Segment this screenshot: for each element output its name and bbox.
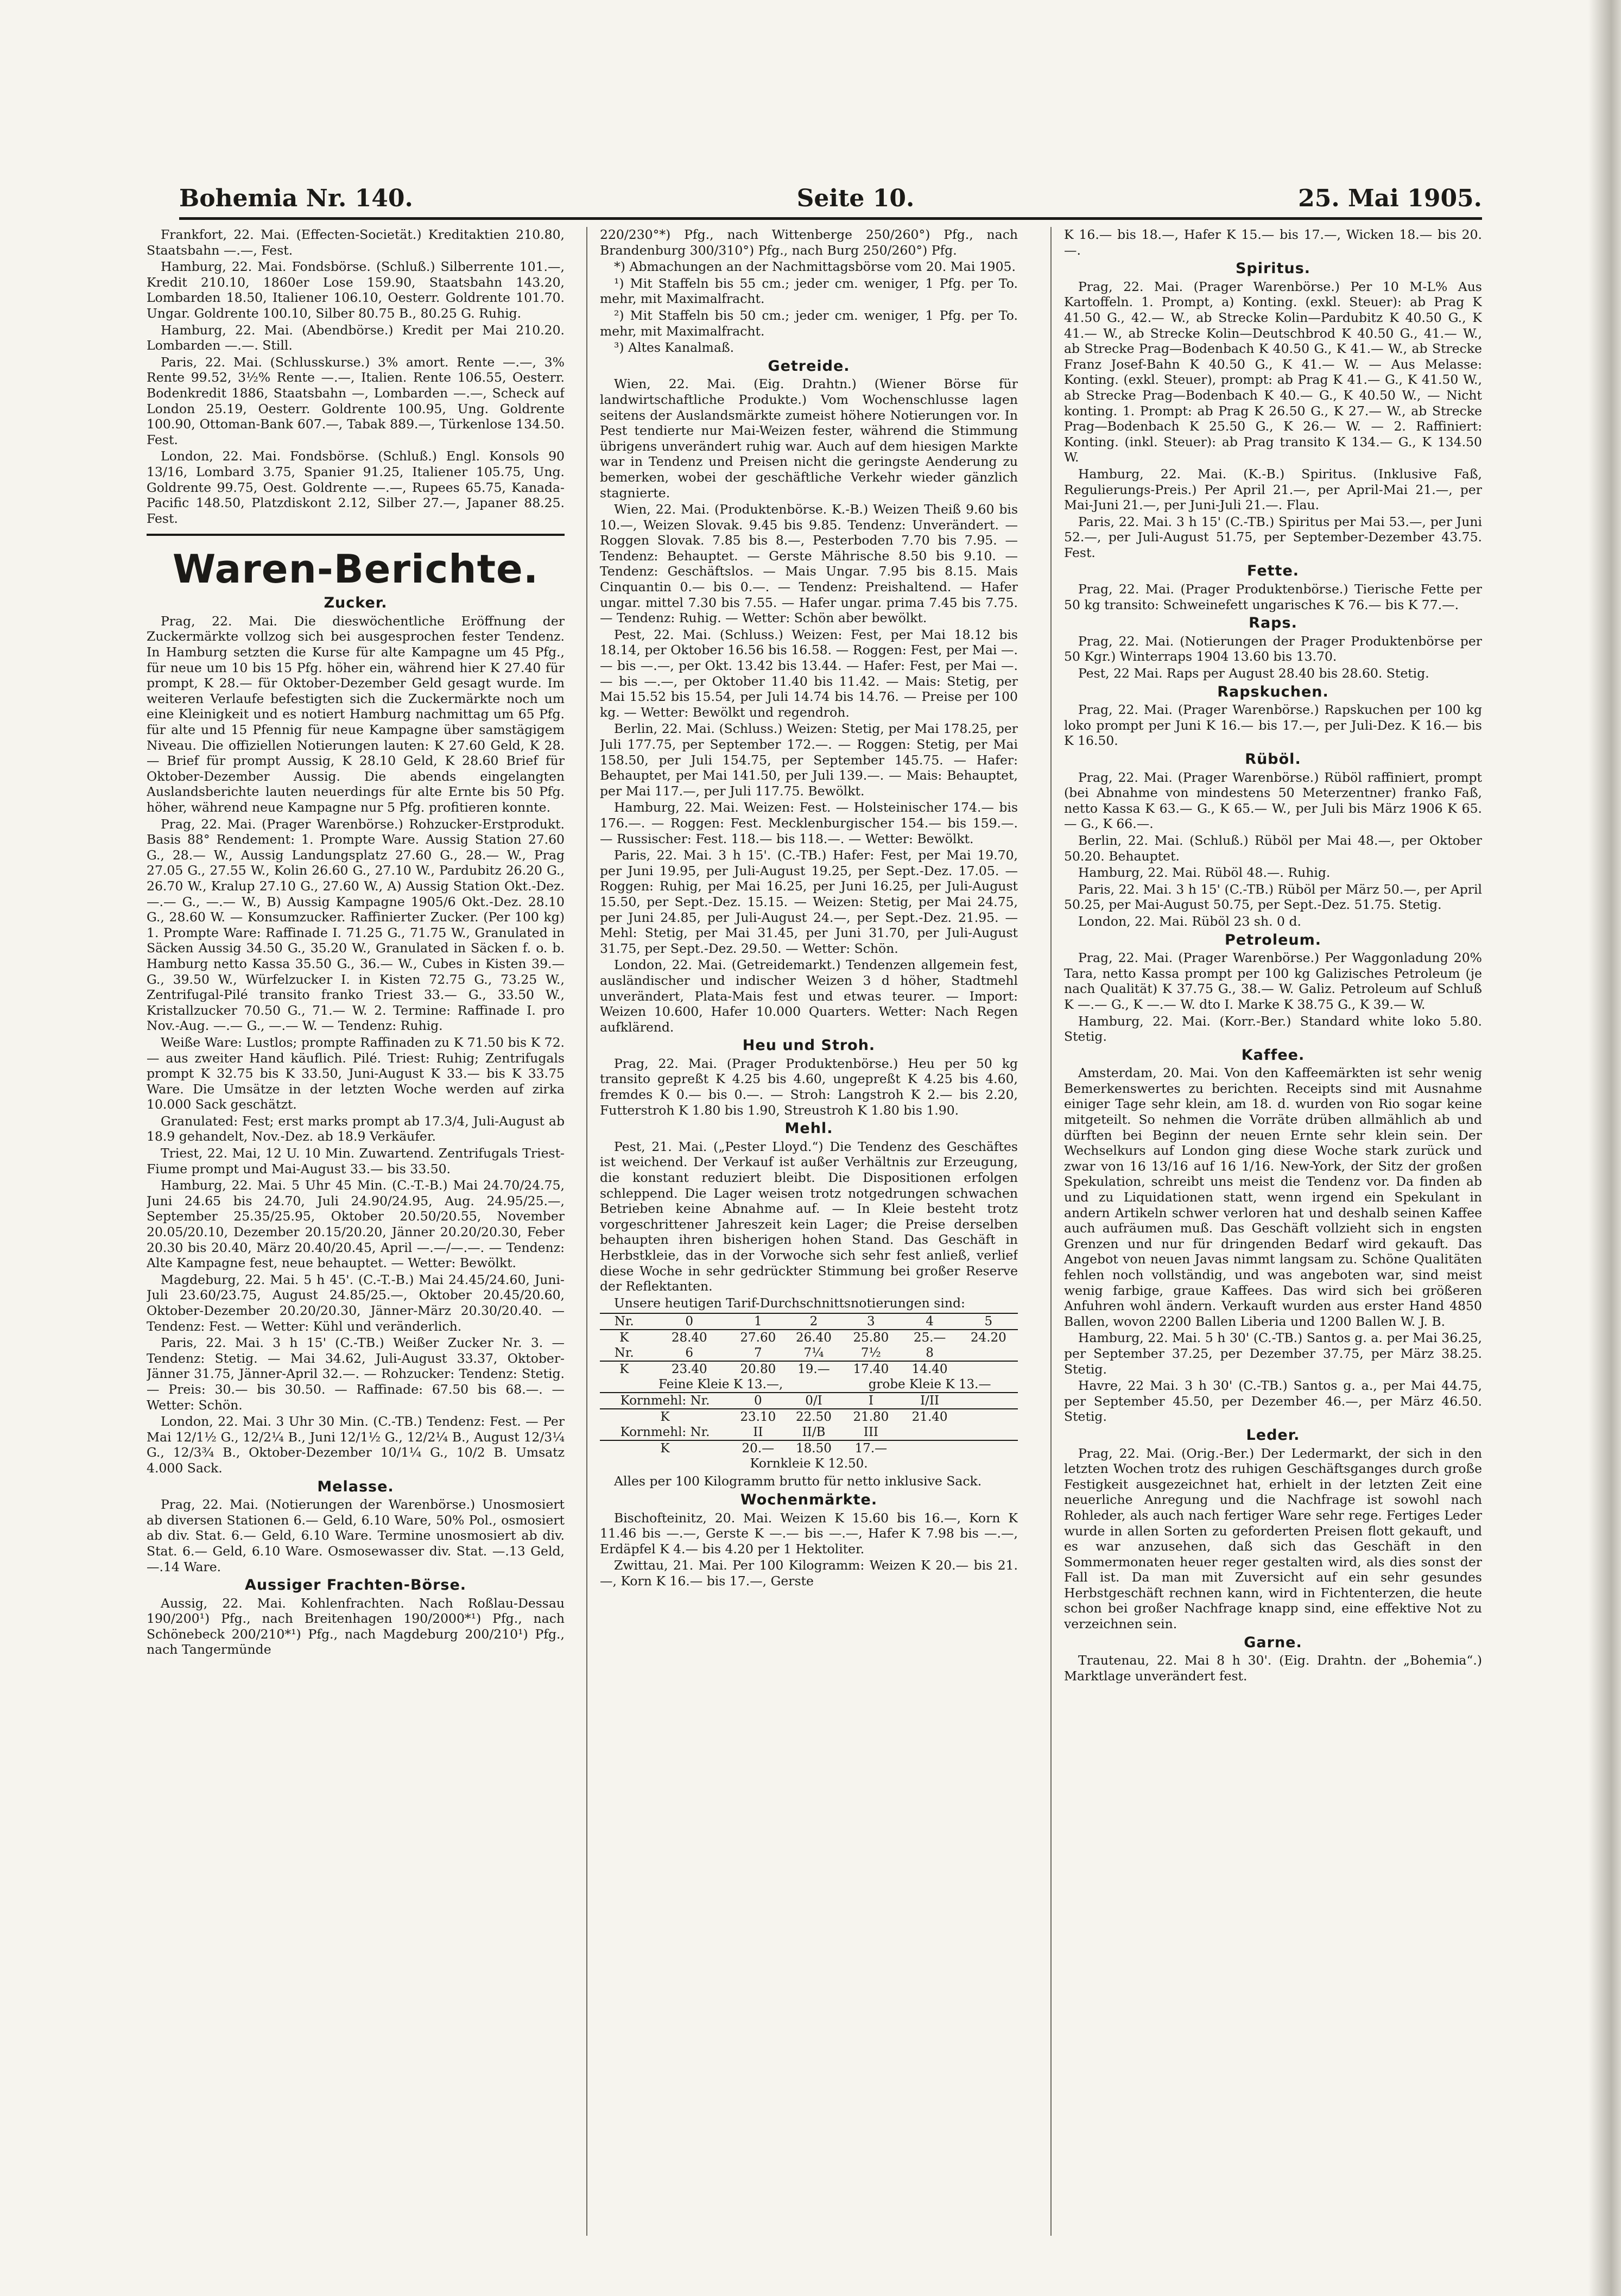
section-heading-garne: Garne. — [1244, 1634, 1302, 1651]
market-report: Paris, 22. Mai. 3 h 15' (C.-TB.) Spiritus per Mai 53.—, per Juni 52.—, per Juli-August 51.75, per September-Dezember 43.75. Fest. — [1064, 514, 1482, 560]
section-heading-kaffee: Kaffee. — [1241, 1046, 1305, 1064]
table-cell — [959, 1393, 1018, 1409]
market-report: Pest, 21. Mai. („Pester Lloyd.“) Die Tendenz des Geschäftes ist weichend. Der Verkauf ist außer Verhältnis zur Erzeugung, die konstant reduziert bleibt. Die Dispositionen erfolgen schleppend. Die Lager weisen trotz notgedrungen schwachen Betrieben keine Abnahme auf. — In Kleie besteht trotz vorgeschrittener Jahreszeit kein Lager; die Preise derselben behaupten ihren bisherigen hohen Stand. Das Geschäft in Herbstkleie, das in der Vorwoche sich sehr fest anließ, verlief diese Woche in sehr gedrückter Stimmung bei großer Reserve der Reflektanten. — [600, 1138, 1018, 1294]
market-report: Triest, 22. Mai, 12 U. 10 Min. Zuwartend. Zentrifugals Triest-Fiume prompt und Mai-August 33.— bis 33.50. — [147, 1146, 565, 1177]
market-report: Prag, 22. Mai. (Notierungen der Prager Produktenbörse per 50 Kgr.) Winterraps 1904 13.60 bis 13.70. — [1064, 633, 1482, 665]
market-report: Hamburg, 22. Mai. Fondsbörse. (Schluß.) Silberrente 101.—, Kredit 210.10, 1860er Lose 159.90, Staatsbahn 143.20, Lombarden 18.50, Italiener 106.10, Oesterr. Goldrente 101.70. Ungar. Goldrente 100.10, Silber 80.75 B., 80.25 G. Ruhig. — [147, 259, 565, 321]
section-heading-fette: Fette. — [1246, 562, 1300, 580]
market-report: Unsere heutigen Tarif-Durchschnittsnotierungen sind: — [614, 1295, 965, 1311]
market-report: Berlin, 22. Mai. (Schluss.) Weizen: Stetig, per Mai 178.25, per Juli 177.75, per September 172.—. — Roggen: Stetig, per Mai 158.50, per Juli 154.75, per September 145.75. — Hafer: Behauptet, per Mai 141.50, per Juli 139.—. — Mais: Behauptet, per Mai 117.—, per Juli 117.75. Bewölkt. — [600, 721, 1018, 799]
table-row — [600, 1456, 1018, 1471]
market-report: Hamburg, 22. Mai. (Korr.-Ber.) Standard white loko 5.80. Stetig. — [1064, 1013, 1482, 1045]
table-cell: 19.— — [786, 1361, 842, 1377]
table-cell: K — [600, 1330, 648, 1345]
market-report: K 16.— bis 18.—, Hafer K 15.— bis 17.—, Wicken 18.— bis 20.—. — [1064, 227, 1482, 258]
market-report: London, 22. Mai. Fondsbörse. (Schluß.) Engl. Konsols 90 13/16, Lombard 3.75, Spanier 91.25, Italiener 105.75, Ung. Goldrente 99.75, Oest. Goldrente —.—, Rupees 65.75, Kanada-Pacific 148.50, Platzdiskont 2.12, Silber 27.—, Japaner 88.25. Fest. — [147, 448, 565, 526]
table-cell — [959, 1361, 1018, 1377]
table-cell: Kornmehl: Nr. — [600, 1393, 730, 1409]
market-report: Paris, 22. Mai. (Schlusskurse.) 3% amort. Rente —.—, 3% Rente 99.52, 3½% Rente —.—, Italien. Rente 106.55, Oesterr. Bodenkredit 1886, Staatsbahn —, Lombarden —.—, Scheck auf London 25.19, Oesterr. Goldrente 100.95, Ung. Goldrente 100.90, Ottoman-Bank 607.—, Tabak 889.—, Türkenlose 134.50. Fest. — [147, 354, 565, 447]
market-report: 220/230°*) Pfg., nach Wittenberge 250/260°) Pfg., nach Brandenburg 300/310°) Pfg., nach Burg 250/260°) Pfg. — [600, 227, 1018, 258]
market-report: Bischofteinitz, 20. Mai. Weizen K 15.60 bis 16.—, Korn K 11.46 bis —.—, Gerste K —.— bis —.—, Hafer K 7.98 bis —.—, Erdäpfel K 4.— bis 4.20 per 1 Hektoliter. — [600, 1510, 1018, 1557]
market-report: Hamburg, 22. Mai. (K.-B.) Spiritus. (Inklusive Faß, Regulierungs-Preis.) Per April 21.—, per April-Mai 21.—, per Mai-Juni 21.—, per Juni-Juli 21.—. Flau. — [1064, 466, 1482, 513]
market-report: Frankfort, 22. Mai. (Effecten-Societät.) Kreditaktien 210.80, Staatsbahn —.—, Fest. — [147, 227, 565, 258]
table-cell: Kornkleie K 12.50. — [750, 1457, 868, 1471]
table-cell: 6 — [685, 1346, 694, 1361]
market-report: Wien, 22. Mai. (Eig. Drahtn.) (Wiener Börse für landwirtschaftliche Produkte.) Vom Wochenschlusse lagen seitens der Auslandsmärkte zumeist höhere Notierungen vor. In Pest tendierte nur Mai-Weizen fester, während die Stimmung übrigens unverändert ruhig war. Auch auf dem hiesigen Markte war in Tendenz und Preisen nicht die geringste Aenderung zu bemerken, wobei der geschäftliche Verkehr wieder gänzlich stagnierte. — [600, 376, 1018, 501]
market-report: Hamburg, 22. Mai. Weizen: Fest. — Holsteinischer 174.— bis 176.—. — Roggen: Fest. Mecklenburgischer 154.— bis 159.—. — Russischer: Fest. 118.— bis 118.—. — Wetter: Bewölkt. — [600, 800, 1018, 846]
market-report: Alles per 100 Kilogramm brutto für netto inklusive Sack. — [614, 1473, 982, 1489]
table-row — [600, 1313, 1018, 1330]
table-row — [600, 1361, 1018, 1377]
table-cell: 18.50 — [786, 1440, 842, 1456]
market-report: Granulated: Fest; erst marks prompt ab 17.3/4, Juli-August ab 18.9 gehandelt, Nov.-Dez. ab 18.9 Verkäufer. — [147, 1113, 565, 1144]
market-report: Aussig, 22. Mai. Kohlenfrachten. Nach Roßlau-Dessau 190/200¹) Pfg., nach Breitenhagen 190/2000*¹) Pfg., nach Schönebeck 200/210*¹) Pfg., nach Magdeburg 200/210¹) Pfg., nach Tangermünde — [147, 1595, 565, 1658]
page-header — [179, 179, 1482, 217]
table-cell: 25.80 — [841, 1330, 900, 1345]
section-heading-mehl: Mehl. — [784, 1120, 833, 1137]
market-report: Prag, 22. Mai. (Prager Warenbörse.) Per Waggonladung 20% Tara, netto Kassa prompt per 100 kg Galizisches Petroleum (je nach Qualität) K 37.75 G., 38.— W. Galiz. Petroleum auf Schluß K —.— G., K —.— W. dto I. Marke K 38.75 G., K 39.— W. — [1064, 950, 1482, 1012]
market-report: Weiße Ware: Lustlos; prompte Raffinaden zu K 71.50 bis K 72.— aus zweiter Hand käuflich. Pilé. Triest: Ruhig; Zentrifugals prompt K 32.75 bis K 33.50, Juni-August K 33.— bis K 33.75 Ware. Die Umsätze in der letzten Woche werden auf zirka 10.000 Sack geschätzt. — [147, 1034, 565, 1112]
market-report: Prag, 22. Mai. (Prager Warenbörse.) Per 10 M-L% Aus Kartoffeln. 1. Prompt, a) Konting. (exkl. Steuer): ab Prag K 41.50 G., 42.— W., ab Strecke Kolin—Pardubitz K 40.50 G., K 41.— W., ab Strecke Kolin—Deutschbrod K 40.50 G., 41.— W., ab Strecke Prag—Bodenbach K 40.50 G., K 41.— W., ab Strecke Franz Josef-Bahn K 40.50 G., K 41.— W. — Aus Melasse: Konting. (exkl. Steuer), prompt: ab Prag K 41.— G., K 41.50 W., ab Strecke Prag—Bodenbach K 40.— G., K 40.50 W., — Nicht konting. 1. Prompt: ab Prag K 26.50 G., K 27.— W., ab Strecke Prag—Bodenbach K 25.50 G., K 26.— W. — 2. Raffiniert: Konting. (inkl. Steuer): ab Prag transito K 134.— G., K 134.50 W. — [1064, 279, 1482, 465]
table-row — [600, 1393, 1018, 1409]
market-report: Pest, 22. Mai. (Schluss.) Weizen: Fest, per Mai 18.12 bis 18.14, per Oktober 16.56 bis 16.58. — Roggen: Fest, per Mai —.— bis —.—, per Okt. 13.42 bis 13.44. — Hafer: Fest, per Mai —.— bis —.—, per Oktober 11.40 bis 11.42. — Mais: Stetig, per Mai 15.52 bis 15.54, per Juli 14.74 bis 14.76. — Preise per 100 kg. — Wetter: Bewölkt und regendroh. — [600, 627, 1018, 720]
market-report: Amsterdam, 20. Mai. Von den Kaffeemärkten ist sehr wenig Bemerkenswertes zu berichten. Receipts sind mit Ausnahme einiger Tage sehr klein, am 18. d. wurden von Rio sogar keine mitgeteilt. So nehmen die Vorräte drüben allmählich ab und dürften bei Beginn der neuen Ernte sehr klein sein. Der Wechselkurs auf London ging diese Woche stark zurück und zwar von 16 13/16 auf 16 1/16. New-York, der Sitz der großen Spekulation, schreibt uns meist die Tendenz vor. Da finden ab und zu Liquidationen statt, wenn irgend ein Spekulant in andern Artikeln schwer verloren hat und deshalb seinen Kaffee auch aufräumen muß. Das Geschäft vollzieht sich in engsten Grenzen und nur für dringenden Bedarf wird gekauft. Das Angebot von neuen Javas nimmt langsam zu. Schöne Qualitäten fehlen noch vollständig, und was angeboten war, sind meist wenig farbige, graue Kaffees. Das wird sich bei größeren Anfuhren wohl ändern. Verkauft wurden aus erster Hand 4850 Ballen, wovon 2200 Ballen Liberia und 1200 Ballen W. J. B. — [1064, 1065, 1482, 1329]
table-cell: 4 — [900, 1313, 959, 1330]
header-date: 25. Mai 1905. — [1298, 184, 1482, 212]
section-heading-zucker: Zucker. — [324, 594, 388, 612]
market-report: London, 22. Mai. 3 Uhr 30 Min. (C.-TB.) Tendenz: Fest. — Per Mai 12/1½ G., 12/2¼ B., Juni 12/1½ G., 12/2¼ B., August 12/3¼ G., 12/3¾ B., Oktober-Dezember 10/1¼ G., 10/2 B. Umsatz 4.000 Sack. — [147, 1414, 565, 1476]
market-report: Paris, 22. Mai. 3 h 15'. (C.-TB.) Hafer: Fest, per Mai 19.70, per Juni 19.95, per Juli-August 19.25, per Sept.-Dez. 17.05. — Roggen: Ruhig, per Mai 16.25, per Juni 16.25, per Juli-August 15.50, per Sept.-Dez. 15.15. — Weizen: Stetig, per Mai 24.75, per Juni 24.85, per Juli-August 24.—, per Sept.-Dez. 21.95. — Mehl: Stetig, per Mai 31.45, per Juni 31.70, per Juli-August 31.75, per Sept.-Dez. 29.50. — Wetter: Schön. — [600, 847, 1018, 956]
column-2 — [600, 227, 1018, 2236]
section-heading-wochenmaerkte: Wochenmärkte. — [740, 1491, 878, 1508]
section-heading-getreide: Getreide. — [768, 357, 850, 375]
table-cell — [959, 1409, 1018, 1425]
section-heading-spiritus: Spiritus. — [1235, 260, 1311, 277]
table-cell — [900, 1425, 1018, 1440]
page-edge-shadow — [1588, 0, 1621, 2296]
market-report: London, 22. Mai. (Getreidemarkt.) Tendenzen allgemein fest, ausländischer und indischer Weizen 3 d höher, Stadtmehl unverändert, Plata-Mais fest und etwas teurer. — Import: Weizen 10.600, Hafer 10.000 Quarters. Wetter: Nach Regen aufklärend. — [600, 957, 1018, 1035]
market-report: Hamburg, 22. Mai. Rüböl 48.—. Ruhig. — [1078, 865, 1331, 881]
section-heading-petroleum: Petroleum. — [1224, 931, 1322, 948]
table-cell: I/II — [900, 1393, 959, 1409]
market-report: Prag, 22. Mai. (Orig.-Ber.) Der Ledermarkt, der sich in den letzten Wochen trotz des ruhigen Geschäftsganges durch große Festigkeit ausgezeichnet hat, erhielt in der letzten Zeit eine neuerliche Anregung und die Nachfrage ist sowohl nach Rohleder, als auch nach fertiger Ware sehr rege. Fertiges Leder wurde in allen Sorten zu geforderten Preisen flott gekauft, und es war anzusehen, daß sich das Geschäft in den Sommermonaten heuer reger gestalten wird, als dies sonst der Fall ist. Da man mit Zuversicht auf ein sehr gesundes Herbstgeschäft rechnen kann, wird in Fichtenterzen, die heute schon bei großer Nachfrage knapp sind, eine effektive Not zu verzeichnen sein. — [1064, 1445, 1482, 1632]
table-row — [600, 1330, 1018, 1345]
table-cell — [959, 1345, 1018, 1361]
section-title-waren-berichte: Waren-Berichte. — [147, 534, 565, 592]
market-report: Hamburg, 22. Mai. 5 Uhr 45 Min. (C.-T.-B.) Mai 24.70/24.75, Juni 24.65 bis 24.70, Juli 24.90/24.95, Aug. 24.95/25.—, September 25.35/25.95, Oktober 20.50/20.55, November 20.05/20.10, Dezember 20.15/20.20, Jänner 20.20/20.30, Feber 20.30 bis 20.40, März 20.40/20.45, April —.—/—.—. — Tendenz: Alte Kampagne fest, neue behauptet. — Wetter: Bewölkt. — [147, 1178, 565, 1271]
table-cell: 7½ — [860, 1346, 881, 1361]
market-report: Hamburg, 22. Mai. 5 h 30' (C.-TB.) Santos g. a. per Mai 36.25, per September 37.25, per Dezember 37.75, per März 38.25. Stetig. — [1064, 1330, 1482, 1377]
table-cell: 24.20 — [959, 1330, 1018, 1345]
table-cell: Nr. — [600, 1313, 648, 1330]
market-report: Paris, 22. Mai. 3 h 15' (C.-TB.) Rüböl per März 50.—, per April 50.25, per Mai-August 50.75, per Sept.-Dez. 51.75. Stetig. — [1064, 881, 1482, 913]
table-cell: 3 — [841, 1313, 900, 1330]
table-cell: grobe Kleie K 13.— — [868, 1377, 991, 1392]
table-cell — [900, 1440, 1018, 1456]
table-cell: 17.40 — [841, 1361, 900, 1377]
table-cell: 28.40 — [648, 1330, 730, 1345]
table-cell: 8 — [926, 1346, 934, 1361]
table-cell: Kornmehl: Nr. — [620, 1425, 710, 1440]
table-cell: 21.80 — [841, 1409, 900, 1425]
column-divider — [586, 227, 587, 2236]
market-report: Wien, 22. Mai. (Produktenbörse. K.-B.) Weizen Theiß 9.60 bis 10.—, Weizen Slovak. 9.45 bis 9.85. Tendenz: Unverändert. — Roggen Slovak. 7.85 bis 8.—, Pesterboden 7.70 bis 7.95. — Tendenz: Behauptet. — Gerste Mährische 8.50 bis 9.10. — Tendenz: Geschäftslos. — Mais Ungar. 7.95 bis 8.15. Mais Cinquantin 0.— bis 0.—. — Tendenz: Preishaltend. — Hafer ungar. mittel 7.30 bis 7.55. — Hafer ungar. prima 7.45 bis 7.75. — Tendenz: Ruhig. — Wetter: Schön aber bewölkt. — [600, 502, 1018, 626]
column-divider — [1050, 227, 1052, 2236]
table-row — [600, 1345, 1018, 1361]
section-heading-leder: Leder. — [1246, 1426, 1300, 1444]
market-report: Magdeburg, 22. Mai. 5 h 45'. (C.-T.-B.) Mai 24.45/24.60, Juni-Juli 23.60/23.75, August 24.85/25.—, Oktober 20.45/20.60, Oktober-Dezember 20.20/20.30, Jänner-März 20.30/20.40. — Tendenz: Fest. — Wetter: Kühl und veränderlich. — [147, 1272, 565, 1334]
market-report: Prag, 22. Mai. Die dieswöchentliche Eröffnung der Zuckermärkte vollzog sich bei ausgesprochen fester Tendenz. In Hamburg setzten die Kurse für alte Kampagne um 45 Pfg., für neue um 10 bis 15 Pfg. höher ein, während hier K 27.40 für prompt, K 28.— für Oktober-Dezember Geld gesagt wurde. Im weiteren Verlaufe befestigten sich die Zuckermärkte noch um eine Kleinigkeit und es notiert Hamburg nachmittag um 65 Pfg. für alte und 15 Pfennig für neue Kampagne über samstägigem Niveau. Die offiziellen Notierungen lauten: K 27.60 Geld, K 28.— Brief für prompt Aussig, K 28.10 Geld, K 28.60 Brief für Oktober-Dezember Aussig. Die abends eingelangten Auslandsberichte lauten neuerdings für alte Ernte bis 50 Pfg. höher, während neue Kampagne nur 5 Pfg. profitieren konnte. — [147, 613, 565, 815]
table-cell: 7¼ — [803, 1346, 824, 1361]
table-cell: 5 — [959, 1313, 1018, 1330]
table-cell: I — [841, 1393, 900, 1409]
table-cell: K — [600, 1409, 730, 1425]
column-3 — [1064, 227, 1482, 2236]
table-cell: 26.40 — [786, 1330, 842, 1345]
table-cell: Nr. — [614, 1346, 634, 1361]
table-row — [600, 1377, 1018, 1393]
flour-tariff-table — [600, 1313, 1018, 1471]
market-report: London, 22. Mai. Rüböl 23 sh. 0 d. — [1078, 913, 1301, 929]
table-cell: 0/I — [786, 1393, 842, 1409]
market-report: Hamburg, 22. Mai. (Abendbörse.) Kredit per Mai 210.20. Lombarden —.—. Still. — [147, 322, 565, 353]
footnote: ¹) Mit Staffeln bis 55 cm.; jeder cm. weniger, 1 Pfg. per To. mehr, mit Maximalfracht. — [600, 275, 1018, 307]
table-row — [600, 1440, 1018, 1456]
market-report: Havre, 22 Mai. 3 h 30' (C.-TB.) Santos g. a., per Mai 44.75, per September 45.50, per Dezember 46.—, per März 46.50. Stetig. — [1064, 1378, 1482, 1425]
market-report: Pest, 22 Mai. Raps per August 28.40 bis 28.60. Stetig. — [1078, 666, 1429, 681]
table-cell: 27.60 — [730, 1330, 786, 1345]
footnote: ³) Altes Kanalmaß. — [614, 340, 734, 356]
header-rule — [179, 217, 1482, 220]
section-heading-rapskuchen: Rapskuchen. — [1217, 683, 1329, 700]
table-cell: K — [600, 1440, 730, 1456]
table-cell: 22.50 — [786, 1409, 842, 1425]
table-cell: 20.— — [730, 1440, 786, 1456]
table-cell: 21.40 — [900, 1409, 959, 1425]
table-cell: 1 — [730, 1313, 786, 1330]
table-cell: 17.— — [841, 1440, 900, 1456]
table-cell: Feine Kleie K 13.—, — [658, 1377, 783, 1392]
table-cell: 14.40 — [900, 1361, 959, 1377]
market-report: Prag, 22. Mai. (Prager Produktenbörse.) Tierische Fette per 50 kg transito: Schweinefett ungarisches K 76.— bis K 77.—. — [1064, 581, 1482, 612]
section-heading-melasse: Melasse. — [317, 1478, 394, 1495]
table-cell: 25.— — [900, 1330, 959, 1345]
table-cell: 0 — [730, 1393, 786, 1409]
section-heading-heu-stroh: Heu und Stroh. — [742, 1037, 876, 1054]
section-heading-rueboel: Rüböl. — [1245, 751, 1301, 768]
market-report: Prag, 22. Mai. (Notierungen der Warenbörse.) Unosmosiert ab diversen Stationen 6.— Geld, 6.10 Ware, 50% Pol., osmosiert ab div. Stat. 6.— Geld, 6.10 Ware. Termine unosmosiert ab div. Stat. 6.— Geld, 6.10 Ware. Osmosewasser div. Stat. —.13 Geld, —.14 Ware. — [147, 1497, 565, 1574]
market-report: Prag, 22. Mai. (Prager Warenbörse.) Rohzucker-Erstprodukt. Basis 88° Rendement: 1. Prompte Ware. Aussig Station 27.60 G., 28.— W., Aussig Landungsplatz 27.60 G., 28.— W., Prag 27.05 G., 27.55 W., Kolin 26.60 G., 27.10 W., Pardubitz 26.20 G., 26.70 W., Kralup 27.10 G., 27.60 W., A) Aussig Station Okt.-Dez. —.— G., —.— W., B) Aussig Kampagne 1905/6 Okt.-Dez. 28.10 G., 28.60 W. — Konsumzucker. Raffinierter Zucker. (Per 100 kg) 1. Prompte Ware: Raffinade I. 71.25 G., 71.75 W., Granulated in Säcken Aussig 34.50 G., 35.20 W., Granulated in Säcken f. o. b. Hamburg netto Kassa 35.50 G., 36.— W., Cubes in Kisten 39.— G., 39.50 W., Würfelzucker I. in Kisten 72.75 G., 73.25 W., Zentrifugal-Pilé transito franko Triest 33.— G., 33.50 W., Kristallzucker 70.50 G., 71.— W. 2. Termine: Raffinade I. pro Nov.-Aug. —.— G., —.— W. — Tendenz: Ruhig. — [147, 816, 565, 1034]
table-cell: 23.40 — [648, 1361, 730, 1377]
table-cell: 2 — [786, 1313, 842, 1330]
market-report: Berlin, 22. Mai. (Schluß.) Rüböl per Mai 48.—, per Oktober 50.20. Behauptet. — [1064, 832, 1482, 864]
table-cell: 20.80 — [730, 1361, 786, 1377]
market-report: Prag, 22. Mai. (Prager Produktenbörse.) Heu per 50 kg transito gepreßt K 4.25 bis 4.60, ungepreßt K 4.25 bis 4.60, fremdes K 0.— bis 0.—. — Stroh: Langstroh K 2.— bis 2.20, Futterstroh K 1.80 bis 1.90, Streustroh K 1.80 bis 1.90. — [600, 1055, 1018, 1118]
table-cell: K — [600, 1361, 648, 1377]
header-page-number: Seite 10. — [796, 184, 915, 212]
table-cell: III — [863, 1425, 878, 1440]
footnote: ²) Mit Staffeln bis 50 cm.; jeder cm. weniger, 1 Pfg. per To. mehr, mit Maximalfracht. — [600, 307, 1018, 339]
table-cell: 7 — [754, 1346, 762, 1361]
column-1 — [147, 227, 565, 2236]
section-heading-frachten: Aussiger Frachten-Börse. — [244, 1577, 467, 1594]
table-row — [600, 1409, 1018, 1425]
table-cell: II — [753, 1425, 763, 1440]
table-row — [600, 1425, 1018, 1440]
market-report: Prag, 22. Mai. (Prager Warenbörse.) Rapskuchen per 100 kg loko prompt per Juni K 16.— bis 17.—, per Juli-Dez. K 16.— bis K 16.50. — [1064, 702, 1482, 749]
market-report: Prag, 22. Mai. (Prager Warenbörse.) Rüböl raffiniert, prompt (bei Abnahme von mindestens 50 Meterzentner) franko Faß, netto Kassa K 63.— G., K 65.— W., per Juli bis März 1906 K 65.— G., K 66.—. — [1064, 769, 1482, 832]
market-report: Paris, 22. Mai. 3 h 15' (C.-TB.) Weißer Zucker Nr. 3. — Tendenz: Stetig. — Mai 34.62, Juli-August 33.37, Oktober-Jänner 31.75, Jänner-April 32.—. — Rohzucker: Tendenz: Stetig. — Preis: 30.— bis 30.50. — Raffinade: 67.50 bis 68.—. — Wetter: Schön. — [147, 1335, 565, 1413]
table-cell: 0 — [648, 1313, 730, 1330]
table-cell: II/B — [802, 1425, 826, 1440]
header-issue: Bohemia Nr. 140. — [179, 184, 413, 212]
market-report: Trautenau, 22. Mai 8 h 30'. (Eig. Drahtn. der „Bohemia“.) Marktlage unverändert fest. — [1064, 1653, 1482, 1684]
market-report: Zwittau, 21. Mai. Per 100 Kilogramm: Weizen K 20.— bis 21.—, Korn K 16.— bis 17.—, Gerste — [600, 1558, 1018, 1589]
footnote: *) Abmachungen an der Nachmittagsbörse vom 20. Mai 1905. — [614, 259, 1016, 275]
section-heading-raps: Raps. — [1249, 615, 1297, 632]
table-cell: 23.10 — [730, 1409, 786, 1425]
